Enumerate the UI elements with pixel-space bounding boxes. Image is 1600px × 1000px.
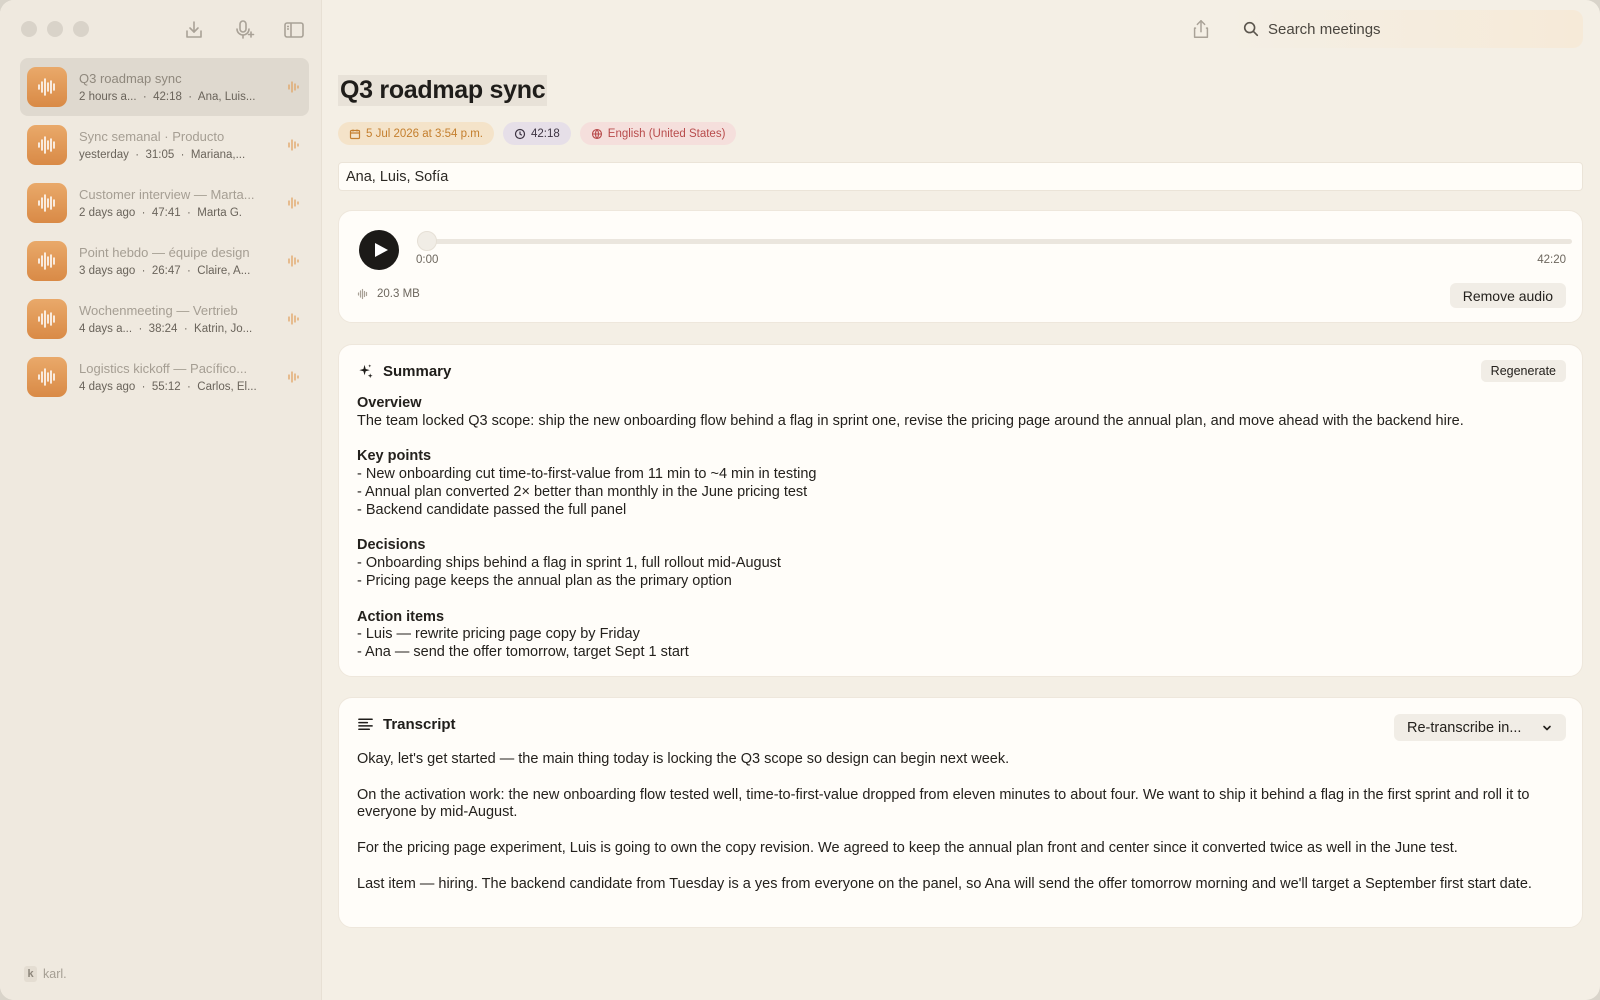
meeting-metadata xyxy=(338,122,736,145)
meeting-meta: yesterday · 31:05 · Mariana,... xyxy=(79,149,246,161)
regenerate-button[interactable]: Regenerate xyxy=(1481,360,1566,382)
transcript-paragraph: Last item — hiring. The backend candidate from Tuesday is a yes from everyone on the panel, so Ana will send the offer tomorrow morning and we'll target a September first start date. xyxy=(357,875,1532,892)
transcript-paragraph: On the activation work: the new onboarding flow tested well, time-to-first-value dropped from eleven minutes to about four. We want to ship it behind a flag in the first sprint and roll it to everyone by mid-August. xyxy=(357,786,1530,821)
audio-indicator-icon xyxy=(287,311,301,327)
remove-audio-button[interactable]: Remove audio xyxy=(1450,283,1566,308)
section-heading: Decisions xyxy=(357,537,426,554)
brand-logo-icon: k xyxy=(24,966,37,982)
waveform-icon xyxy=(27,357,67,397)
audio-indicator-icon xyxy=(287,79,301,95)
brand-name: karl. xyxy=(43,967,67,981)
summary-line: - Ana — send the offer tomorrow, target Sept 1 start xyxy=(357,644,689,661)
summary-section xyxy=(357,609,1567,662)
progress-thumb[interactable] xyxy=(417,231,437,251)
language-badge[interactable] xyxy=(580,122,737,145)
meeting-title: Sync semanal · Producto xyxy=(79,129,225,144)
meeting-item[interactable] xyxy=(20,58,309,116)
summary-line: - Onboarding ships behind a flag in sprint 1, full rollout mid-August xyxy=(357,555,781,572)
waveform-icon xyxy=(27,241,67,281)
sparkles-icon xyxy=(357,363,374,380)
transcript-header xyxy=(357,716,456,733)
duration-badge xyxy=(503,122,571,145)
retranscribe-dropdown[interactable] xyxy=(1394,714,1566,741)
text-lines-icon xyxy=(357,716,374,733)
audio-player xyxy=(338,210,1583,323)
search-bar xyxy=(1228,10,1583,48)
section-heading: Action items xyxy=(357,608,445,625)
page-title[interactable]: Q3 roadmap sync xyxy=(340,76,546,104)
summary-section xyxy=(357,537,1567,590)
retranscribe-label: Re-transcribe in... xyxy=(1407,719,1522,736)
meeting-list xyxy=(20,58,309,406)
meeting-item[interactable] xyxy=(20,174,309,232)
audio-indicator-icon xyxy=(287,253,301,269)
audio-indicator-icon xyxy=(287,195,301,211)
share-icon[interactable] xyxy=(1190,18,1214,42)
transcript-paragraph: For the pricing page experiment, Luis is going to own the copy revision. We agreed to keep the annual plan front and center since it converted twice as well in the June test. xyxy=(357,839,1458,856)
meeting-item[interactable] xyxy=(20,232,309,290)
transcript-card xyxy=(338,697,1583,928)
summary-heading: Summary xyxy=(383,363,452,380)
progress-track[interactable] xyxy=(417,239,1572,244)
audio-indicator-icon xyxy=(287,369,301,385)
summary-line: The team locked Q3 scope: ship the new onboarding flow behind a flag in sprint one, revise the pricing page around the annual plan, and move ahead with the backend hire. xyxy=(357,412,1464,429)
chevron-down-icon xyxy=(1541,722,1553,734)
summary-line: - Backend candidate passed the full panel xyxy=(357,501,627,518)
globe-icon xyxy=(591,128,603,140)
close-window-button[interactable] xyxy=(21,21,37,37)
meeting-meta: 2 hours a... · 42:18 · Ana, Luis... xyxy=(79,91,256,103)
summary-section xyxy=(357,395,1567,431)
date-badge xyxy=(338,122,494,145)
section-heading: Overview xyxy=(357,395,422,411)
summary-content xyxy=(357,395,1567,680)
summary-card xyxy=(338,344,1583,677)
waveform-icon xyxy=(357,288,369,300)
waveform-icon xyxy=(27,125,67,165)
meeting-meta: 4 days ago · 55:12 · Carlos, El... xyxy=(79,381,257,393)
waveform-icon xyxy=(27,67,67,107)
transcript-paragraph: Okay, let's get started — the main thing today is locking the Q3 scope so design can begin next week. xyxy=(357,751,1010,767)
participants-field[interactable]: Ana, Luis, Sofía xyxy=(338,162,1583,191)
play-button[interactable] xyxy=(359,230,399,270)
meeting-title: Logistics kickoff — Pacífico... xyxy=(79,361,248,376)
download-tray-icon[interactable] xyxy=(182,18,206,42)
search-input[interactable] xyxy=(1268,21,1548,38)
section-heading: Key points xyxy=(357,448,432,465)
current-time: 0:00 xyxy=(416,254,439,266)
duration-text: 42:18 xyxy=(531,127,560,140)
sidebar xyxy=(0,0,322,1000)
meeting-item[interactable] xyxy=(20,348,309,406)
meeting-meta: 4 days a... · 38:24 · Katrin, Jo... xyxy=(79,323,253,335)
minimize-window-button[interactable] xyxy=(47,21,63,37)
date-text: 5 Jul 2026 at 3:54 p.m. xyxy=(366,127,483,140)
file-size-text: 20.3 MB xyxy=(377,288,420,300)
summary-section xyxy=(357,448,1567,519)
file-size xyxy=(357,288,420,300)
zoom-window-button[interactable] xyxy=(73,21,89,37)
window-controls xyxy=(21,21,89,37)
play-icon xyxy=(373,242,389,258)
audio-indicator-icon xyxy=(287,137,301,153)
sidebar-toggle-icon[interactable] xyxy=(282,18,306,42)
microphone-add-icon[interactable] xyxy=(232,18,256,42)
brand xyxy=(24,966,67,982)
search-icon xyxy=(1242,20,1260,38)
transcript-heading: Transcript xyxy=(383,716,456,733)
total-time: 42:20 xyxy=(1537,254,1566,266)
meeting-meta: 2 days ago · 47:41 · Marta G. xyxy=(79,207,242,219)
calendar-icon xyxy=(349,128,361,140)
summary-line: - New onboarding cut time-to-first-value from 11 min to ~4 min in testing xyxy=(357,466,817,483)
summary-line: - Pricing page keeps the annual plan as the primary option xyxy=(357,572,732,589)
waveform-icon xyxy=(27,183,67,223)
summary-header xyxy=(357,363,451,380)
clock-icon xyxy=(514,128,526,140)
meeting-meta: 3 days ago · 26:47 · Claire, A... xyxy=(79,265,251,277)
meeting-title: Customer interview — Marta... xyxy=(79,187,255,202)
meeting-item[interactable] xyxy=(20,116,309,174)
language-text: English (United States) xyxy=(607,127,726,140)
transcript-content xyxy=(357,751,1547,911)
meeting-title: Wochenmeeting — Vertrieb xyxy=(79,303,238,318)
meeting-title: Point hebdo — équipe design xyxy=(79,245,250,260)
meeting-title: Q3 roadmap sync xyxy=(79,71,182,86)
summary-line: - Annual plan converted 2× better than monthly in the June pricing test xyxy=(357,483,808,500)
summary-line: - Luis — rewrite pricing page copy by Friday xyxy=(357,626,640,643)
meeting-item[interactable] xyxy=(20,290,309,348)
waveform-icon xyxy=(27,299,67,339)
